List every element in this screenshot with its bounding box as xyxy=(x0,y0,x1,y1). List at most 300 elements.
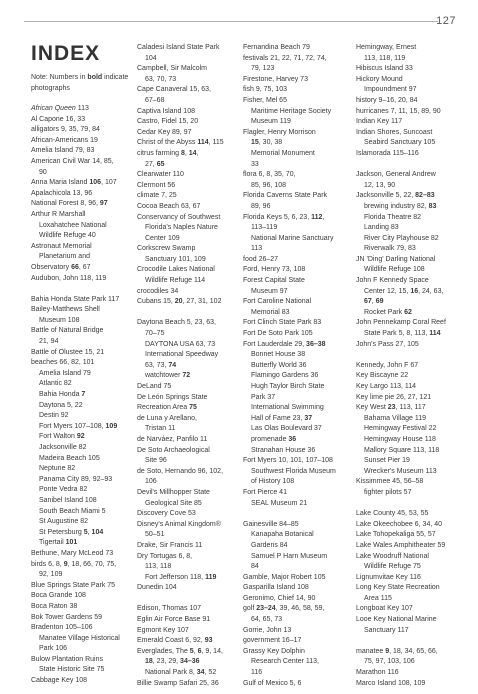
index-entry xyxy=(243,191,343,202)
index-entry xyxy=(356,414,461,425)
index-entry xyxy=(243,446,343,457)
entry-text: Conservancy of Southwest xyxy=(137,213,221,221)
index-entry xyxy=(31,591,131,602)
entry-text: St Petersburg xyxy=(39,528,84,536)
entry-text: 75, 97, 103, 106 xyxy=(364,658,415,666)
entry-text: Riverwalk 79, 83 xyxy=(364,245,416,253)
index-entry xyxy=(243,255,343,266)
index-entry xyxy=(31,496,131,507)
entry-text: Observatory xyxy=(31,263,72,271)
entry-text: 113, 118, 119 xyxy=(364,54,406,62)
entry-text: 50–51 xyxy=(145,531,165,539)
entry-text: Gasparilla Island 108 xyxy=(243,584,309,592)
entry-text: Bulow Plantation Ruins xyxy=(31,655,103,663)
entry-text: Eglin Air Force Base 91 xyxy=(137,616,211,624)
entry-text: Audubon, John 118, 119 xyxy=(31,274,107,282)
index-entry xyxy=(137,287,237,298)
index-entry xyxy=(243,499,343,510)
page-ref-photo: 9 xyxy=(63,560,68,568)
entry-text: Sunset Pier 19 xyxy=(364,457,410,465)
index-entry xyxy=(356,393,461,404)
index-entry xyxy=(31,305,131,316)
page-ref-photo: 7 xyxy=(81,391,86,399)
index-entry xyxy=(243,265,343,276)
page-number: 127 xyxy=(436,15,456,27)
index-entry xyxy=(31,602,131,613)
index-entry xyxy=(137,499,237,510)
index-entry xyxy=(31,316,131,327)
entry-text: Fort Pierce 41 xyxy=(243,488,287,496)
page-header xyxy=(0,0,478,36)
page-ref-photo: 101 xyxy=(65,539,78,547)
index-entry xyxy=(31,221,131,232)
index-entry xyxy=(243,626,343,637)
entry-text: Wildlife Refuge 108 xyxy=(364,266,425,274)
entry-text: , 52 xyxy=(204,669,217,677)
entry-text: 67–68 xyxy=(145,96,165,104)
page-ref-photo: 34 xyxy=(196,669,205,677)
entry-text: manatee xyxy=(356,647,386,655)
entry-text: Bethune, Mary McLeod 73 xyxy=(31,549,114,557)
index-entry xyxy=(243,361,343,372)
index-entry xyxy=(243,223,343,234)
entry-text: Atlantic 82 xyxy=(39,380,72,388)
index-entry xyxy=(356,43,461,54)
index-entry xyxy=(31,146,131,157)
entry-text: Marco Island 108, 109 xyxy=(356,679,426,687)
entry-text: National Marine Sanctuary xyxy=(251,234,334,242)
page-ref-photo: 9 xyxy=(385,647,390,655)
index-entry xyxy=(243,297,343,308)
entry-text: De León Springs State xyxy=(137,393,208,401)
entry-text: Las Olas Boulevard 37 xyxy=(251,425,322,433)
index-entry xyxy=(243,435,343,446)
index-entry xyxy=(31,665,131,676)
index-entry xyxy=(356,213,461,224)
index-entry xyxy=(137,340,237,351)
index-entry xyxy=(243,604,343,615)
entry-text: fighter pilots 57 xyxy=(364,488,412,496)
entry-text: festivals 21, 22, 71, 72, 74, xyxy=(243,54,327,62)
index-entry xyxy=(243,488,343,499)
index-entry xyxy=(243,75,343,86)
index-entry xyxy=(243,541,343,552)
entry-text: 21, 94 xyxy=(39,338,59,346)
entry-text: Bonnet House 38 xyxy=(251,351,306,359)
entry-text: American Civil War 14, 85, xyxy=(31,157,114,165)
entry-text: Everglades, The xyxy=(137,647,190,655)
index-entry xyxy=(356,191,461,202)
index-entry xyxy=(137,488,237,499)
index-entry xyxy=(137,43,237,54)
index-entry xyxy=(31,634,131,645)
index-entry xyxy=(137,636,237,647)
entry-text: 63, 73, xyxy=(145,361,169,369)
entry-text: Gainesville 84–85 xyxy=(243,520,299,528)
entry-text: 92, 109 xyxy=(39,571,63,579)
page-ref-photo: 75 xyxy=(189,404,197,412)
entry-text: Florida Keys 5, 6, 23, xyxy=(243,213,312,221)
page-ref-photo: 66 xyxy=(71,263,79,271)
index-entry xyxy=(356,54,461,65)
entry-text: , xyxy=(322,213,325,221)
index-entry xyxy=(137,265,237,276)
entry-text: 116 xyxy=(251,669,263,677)
entry-text: de Luna y Arellano, xyxy=(137,414,197,422)
index-entry xyxy=(356,604,461,615)
entry-text: Edison, Thomas 107 xyxy=(137,605,202,613)
note-text-end: indicate photographs xyxy=(31,74,129,92)
index-entry xyxy=(243,424,343,435)
entry-text: 104 xyxy=(145,54,157,62)
entry-text: 106 xyxy=(145,478,157,486)
index-entry xyxy=(356,647,461,658)
page-ref-photo: 16 xyxy=(410,287,419,295)
entry-text: Tristan 11 xyxy=(145,425,176,433)
entry-text: Captiva Island 108 xyxy=(137,107,195,115)
index-entry xyxy=(137,234,237,245)
entry-text: 63, 70, 73 xyxy=(145,75,177,83)
page-ref-photo: 112 xyxy=(311,213,323,221)
index-entry xyxy=(243,128,343,139)
letter-group-gap xyxy=(243,509,343,520)
index-entry xyxy=(137,446,237,457)
entry-text: 113–119 xyxy=(251,224,278,232)
index-entry xyxy=(31,655,131,666)
index-entry xyxy=(137,181,237,192)
index-entry xyxy=(356,265,461,276)
page-title: INDEX xyxy=(31,42,101,65)
index-entry xyxy=(31,136,131,147)
entry-text: Gardens 84 xyxy=(251,541,288,549)
index-entry xyxy=(356,149,461,160)
letter-group-gap xyxy=(356,160,461,171)
index-entry xyxy=(137,276,237,287)
index-entry xyxy=(243,85,343,96)
index-entry xyxy=(137,573,237,584)
entry-text: Center 109 xyxy=(145,234,180,242)
entry-text: Loxahatchee National xyxy=(39,221,107,229)
entry-text: Fort De Soto Park 105 xyxy=(243,330,313,338)
entry-text: 84 xyxy=(251,563,259,571)
entry-text: Bahia Honda xyxy=(39,391,82,399)
page-ref-photo: 92 xyxy=(76,433,85,441)
entry-text: Bahia Honda State Park 117 xyxy=(31,295,120,303)
entry-text: 90 xyxy=(39,168,47,176)
entry-text: Corkscrew Swamp xyxy=(137,245,196,253)
page-ref-photo: 106 xyxy=(89,179,102,187)
page-ref-photo: 74 xyxy=(168,361,177,369)
entry-text: Fort Myers 107–108, xyxy=(39,422,106,430)
entry-text: Devil's Millhopper State xyxy=(137,488,210,496)
entry-text: hurricanes 7, 11, 15, 89, 90 xyxy=(356,107,441,115)
entry-text: Wildlife Refuge 40 xyxy=(39,232,96,240)
index-entry xyxy=(137,371,237,382)
index-entry xyxy=(243,96,343,107)
entry-text: Tigertail xyxy=(39,539,66,547)
index-column-4 xyxy=(356,43,461,689)
entry-text: African Queen xyxy=(31,105,76,112)
entry-text: , 9, 14, xyxy=(201,647,223,655)
index-entry xyxy=(137,170,237,181)
index-entry xyxy=(356,276,461,287)
entry-text: Amelia Island 79 xyxy=(39,369,91,377)
index-entry xyxy=(356,255,461,266)
index-entry xyxy=(31,464,131,475)
index-entry xyxy=(243,64,343,75)
index-entry xyxy=(31,443,131,454)
entry-text: DAYTONA USA 63, 73 xyxy=(145,340,216,348)
index-entry xyxy=(137,223,237,234)
page-ref-photo: 36–38 xyxy=(306,340,326,348)
entry-text: Hemingway House 118 xyxy=(364,435,436,443)
entry-text: Boca Raton 38 xyxy=(31,602,78,610)
index-entry xyxy=(31,348,131,359)
entry-text: Gorrie, John 13 xyxy=(243,626,292,634)
index-entry xyxy=(137,604,237,615)
index-entry xyxy=(243,552,343,563)
index-entry xyxy=(356,287,461,298)
entry-text: Key Biscayne 22 xyxy=(356,372,409,380)
entry-text: Geronimo, Chief 14, 90 xyxy=(243,594,316,602)
entry-text: National Forest 8, 96, xyxy=(31,200,100,208)
index-entry xyxy=(137,403,237,414)
index-entry xyxy=(356,435,461,446)
index-entry xyxy=(243,287,343,298)
index-entry xyxy=(31,549,131,560)
entry-text: John F Kennedy Space xyxy=(356,277,429,285)
entry-text: Crocodile Lakes National xyxy=(137,266,215,274)
index-entry xyxy=(137,414,237,425)
index-entry xyxy=(356,202,461,213)
index-entry xyxy=(31,379,131,390)
index-entry xyxy=(137,541,237,552)
entry-text: Fort Jefferson 118, xyxy=(145,573,206,581)
entry-text: Kanapaha Botanical xyxy=(251,531,314,539)
entry-text: Cedar Key 89, 97 xyxy=(137,128,192,136)
entry-text: Florida Theatre 82 xyxy=(364,213,422,221)
index-entry xyxy=(31,422,131,433)
entry-text: Fort Clinch State Park 83 xyxy=(243,319,322,327)
page-ref-photo: 18 xyxy=(145,658,153,666)
page-ref-photo: 5 xyxy=(189,647,194,655)
index-entry xyxy=(243,276,343,287)
index-entry xyxy=(243,181,343,192)
index-entry xyxy=(356,530,461,541)
index-entry xyxy=(31,242,131,253)
index-entry xyxy=(356,573,461,584)
index-entry xyxy=(356,520,461,531)
entry-text: Mallory Square 113, 118 xyxy=(364,446,440,454)
entry-text: Area 115 xyxy=(364,594,392,602)
entry-text: 113, 118 xyxy=(145,563,172,571)
page-ref-photo: 14 xyxy=(188,149,197,157)
entry-text: Cubans 15, xyxy=(137,298,175,306)
entry-text: River City Playhouse 82 xyxy=(364,234,439,242)
page-ref-photo: 36 xyxy=(288,435,297,443)
index-entry xyxy=(31,411,131,422)
index-entry xyxy=(243,393,343,404)
index-entry xyxy=(243,647,343,658)
page-ref-photo: 23–24 xyxy=(256,605,276,613)
entry-text: Jacksonville 82 xyxy=(39,444,87,451)
entry-text: Cocoa Beach 63, 67 xyxy=(137,202,201,210)
entry-text: Bok Tower Gardens 59 xyxy=(31,613,103,621)
note-text-start: Note: Numbers in xyxy=(31,74,88,81)
entry-text: Longboat Key 107 xyxy=(356,605,413,613)
index-entry xyxy=(356,107,461,118)
index-entry xyxy=(137,96,237,107)
entry-text: Anna Maria Island xyxy=(31,179,90,187)
page-ref-photo: 97 xyxy=(99,200,108,208)
entry-text: Research Center 113, xyxy=(251,658,319,666)
page-ref-photo: 69 xyxy=(375,298,384,306)
index-entry xyxy=(31,252,131,263)
entry-text: Arthur R Marshall xyxy=(31,210,86,218)
entry-text: South Beach Miami 5 xyxy=(39,507,106,515)
entry-text: Blue Springs State Park 75 xyxy=(31,581,116,589)
entry-text: beaches 66, 82, 101 xyxy=(31,359,95,367)
entry-text: International Speedway xyxy=(145,351,219,359)
index-entry xyxy=(356,552,461,563)
index-entry xyxy=(356,477,461,488)
entry-text: , 18, 34, 65, 66, xyxy=(389,647,438,655)
entry-text: Hemingway Festival 22 xyxy=(364,425,437,433)
entry-text: birds 6, 8, xyxy=(31,560,64,568)
entry-text: Battle of Olustee 15, 21 xyxy=(31,348,105,356)
entry-text: Neptune 82 xyxy=(39,465,76,473)
entry-text: , 39, 46, 58, 59, xyxy=(275,605,325,613)
index-entry xyxy=(243,456,343,467)
index-entry xyxy=(137,117,237,128)
index-entry xyxy=(243,170,343,181)
index-entry xyxy=(137,138,237,149)
letter-group-gap xyxy=(356,636,461,647)
entry-text: Destin 92 xyxy=(39,412,69,420)
entry-text: Recreation Area xyxy=(137,404,190,412)
entry-text: 113 xyxy=(251,245,263,253)
index-entry xyxy=(356,244,461,255)
index-entry xyxy=(356,467,461,478)
index-entry xyxy=(243,234,343,245)
index-column-2 xyxy=(137,43,237,689)
index-entry xyxy=(356,234,461,245)
page-ref-photo: 62 xyxy=(404,308,412,316)
index-entry xyxy=(137,477,237,488)
index-entry xyxy=(356,181,461,192)
entry-text: Memorial Monument xyxy=(251,149,315,157)
index-entry xyxy=(356,117,461,128)
entry-text: Bradenton 105–106 xyxy=(31,624,93,632)
index-entry xyxy=(137,350,237,361)
index-entry xyxy=(137,530,237,541)
entry-text: Bailey-Matthews Shell xyxy=(31,306,100,314)
page-ref-photo: 83 xyxy=(428,202,437,210)
index-column-3 xyxy=(243,43,343,689)
entry-text: Battle of Natural Bridge xyxy=(31,327,104,335)
index-entry xyxy=(137,382,237,393)
index-entry xyxy=(243,467,343,478)
index-entry xyxy=(31,115,131,126)
entry-text: 33 xyxy=(251,160,259,168)
index-entry xyxy=(243,117,343,128)
entry-text: Boca Grande 108 xyxy=(31,592,86,600)
entry-text: Flagler, Henry Morrison xyxy=(243,128,316,136)
index-entry xyxy=(243,149,343,160)
index-entry xyxy=(243,138,343,149)
entry-text: Islamorada 115–116 xyxy=(356,149,419,157)
entry-text: Indian Key 117 xyxy=(356,118,403,126)
entry-text: Fort Lauderdale 29, xyxy=(243,340,307,348)
page-ref-photo: 104 xyxy=(91,528,104,536)
entry-text: St Augustine 82 xyxy=(39,518,89,526)
entry-text: Key Largo 113, 114 xyxy=(356,383,417,390)
index-entry xyxy=(137,329,237,340)
entry-text: Samuel P Harn Museum xyxy=(251,552,328,560)
entry-text: , xyxy=(184,149,189,157)
index-entry xyxy=(137,583,237,594)
index-entry xyxy=(356,223,461,234)
index-entry xyxy=(243,520,343,531)
page-ref-photo: 109 xyxy=(105,422,118,430)
index-entry xyxy=(356,75,461,86)
entry-text: Key lime pie 26, 27, 121 xyxy=(356,393,432,401)
index-entry xyxy=(137,679,237,690)
index-entry xyxy=(356,382,461,393)
entry-text: Ponte Vedra 82 xyxy=(39,486,88,494)
index-entry xyxy=(243,615,343,626)
entry-text: Clearwater 110 xyxy=(137,171,184,179)
entry-text: Landing 83 xyxy=(364,224,399,232)
index-entry xyxy=(31,104,131,115)
index-entry xyxy=(356,138,461,149)
index-entry xyxy=(31,168,131,179)
entry-text: climate 7, 25 xyxy=(137,192,177,200)
index-entry xyxy=(356,297,461,308)
index-entry xyxy=(31,358,131,369)
index-entry xyxy=(356,594,461,605)
entry-text: Lignumvitae Key 116 xyxy=(356,573,421,581)
index-entry xyxy=(356,96,461,107)
entry-text: Grassy Key Dolphin xyxy=(243,647,305,655)
entry-text: Emerald Coast 6, 92, xyxy=(137,637,205,645)
index-entry xyxy=(243,107,343,118)
entry-text: government 16–17 xyxy=(243,637,302,645)
index-entry xyxy=(137,668,237,679)
index-entry xyxy=(31,432,131,443)
entry-text: Planetarium and xyxy=(39,253,90,261)
entry-text: food 26–27 xyxy=(243,255,279,263)
entry-text: Looe Key National Marine xyxy=(356,616,437,624)
page-ref-photo: 65 xyxy=(156,160,165,168)
entry-text: de Narváez, Panfilo 11 xyxy=(137,435,208,443)
entry-text: Hugh Taylor Birch State xyxy=(251,383,325,390)
index-entry xyxy=(243,244,343,255)
entry-text: , xyxy=(193,647,198,655)
entry-text: Caladesi Island State Park xyxy=(137,44,220,51)
note-bold-word: bold xyxy=(87,74,103,81)
entry-text: Billie Swamp Safari 25, 36 xyxy=(137,679,219,687)
entry-text: Lake Woodruff National xyxy=(356,552,429,560)
index-entry xyxy=(137,467,237,478)
index-entry xyxy=(31,475,131,486)
index-entry xyxy=(243,477,343,488)
index-entry xyxy=(356,85,461,96)
entry-text: golf xyxy=(243,605,257,613)
index-entry xyxy=(356,403,461,414)
entry-text: Long Key State Recreation xyxy=(356,584,440,592)
index-entry xyxy=(31,676,131,687)
